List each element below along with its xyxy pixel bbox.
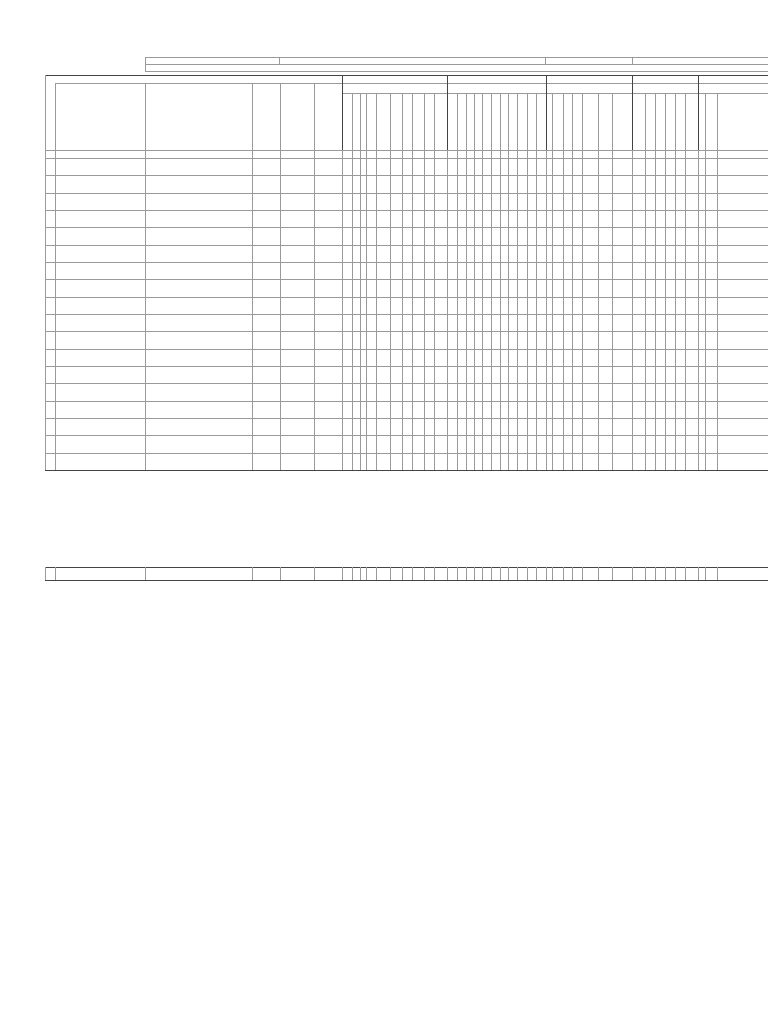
summary-column-line-22 — [500, 567, 501, 580]
summary-column-line-40 — [698, 567, 699, 580]
table-row-line-12 — [45, 366, 768, 367]
column-line-20 — [482, 93, 483, 470]
title-box-mid — [145, 64, 768, 65]
summary-column-line-3 — [252, 567, 253, 580]
summary-column-line-41 — [705, 567, 706, 580]
table-row-line-2 — [45, 193, 768, 194]
table-row-line-11 — [45, 349, 768, 350]
title-box-bottom — [145, 71, 768, 72]
group-divider-2 — [546, 75, 547, 150]
summary-column-line-32 — [598, 567, 599, 580]
header-rule-1 — [55, 83, 768, 84]
summary-column-line-7 — [352, 567, 353, 580]
column-line-29 — [563, 93, 564, 470]
table-row-line-10 — [45, 331, 768, 332]
summary-column-line-31 — [582, 567, 583, 580]
table-row-line-1 — [45, 175, 768, 176]
summary-column-line-2 — [145, 567, 146, 580]
column-line-17 — [457, 93, 458, 470]
table-row-line-4 — [45, 227, 768, 228]
summary-column-line-33 — [612, 567, 613, 580]
column-line-30 — [572, 93, 573, 470]
group-divider-1 — [447, 75, 448, 150]
table-frame-top — [45, 75, 768, 76]
column-line-42 — [717, 93, 718, 470]
column-line-3 — [252, 83, 253, 470]
table-row-line-8 — [45, 297, 768, 298]
column-line-10 — [376, 93, 377, 470]
column-line-41 — [705, 93, 706, 470]
summary-column-line-12 — [402, 567, 403, 580]
table-row-line-14 — [45, 401, 768, 402]
column-line-0 — [45, 75, 46, 470]
column-line-25 — [527, 93, 528, 470]
column-line-14 — [424, 93, 425, 470]
summary-column-line-9 — [366, 567, 367, 580]
summary-column-line-6 — [342, 567, 343, 580]
group-divider-3 — [632, 75, 633, 150]
group-divider-0 — [342, 75, 343, 150]
column-line-5 — [314, 83, 315, 470]
summary-column-line-21 — [491, 567, 492, 580]
column-line-37 — [665, 93, 666, 470]
summary-column-line-39 — [685, 567, 686, 580]
column-line-32 — [598, 93, 599, 470]
column-line-21 — [491, 93, 492, 470]
table-row-line-17 — [45, 453, 768, 454]
table-row-line-9 — [45, 314, 768, 315]
title-box-div3 — [632, 57, 633, 64]
column-line-28 — [552, 93, 553, 470]
column-line-18 — [466, 93, 467, 470]
summary-column-line-26 — [536, 567, 537, 580]
summary-column-line-16 — [447, 567, 448, 580]
column-line-26 — [536, 93, 537, 470]
summary-column-line-38 — [675, 567, 676, 580]
summary-column-line-8 — [360, 567, 361, 580]
column-line-39 — [685, 93, 686, 470]
table-row-line-7 — [45, 279, 768, 280]
summary-column-line-19 — [474, 567, 475, 580]
summary-column-line-28 — [552, 567, 553, 580]
summary-column-line-10 — [376, 567, 377, 580]
summary-frame-top — [45, 567, 768, 568]
summary-column-line-17 — [457, 567, 458, 580]
table-row-line-5 — [45, 245, 768, 246]
summary-column-line-1 — [55, 567, 56, 580]
summary-column-line-29 — [563, 567, 564, 580]
summary-column-line-11 — [390, 567, 391, 580]
header-rule-3 — [45, 150, 768, 151]
table-row-line-6 — [45, 262, 768, 263]
summary-column-line-37 — [665, 567, 666, 580]
summary-column-line-14 — [424, 567, 425, 580]
column-line-12 — [402, 93, 403, 470]
column-line-22 — [500, 93, 501, 470]
title-box-div1 — [279, 57, 280, 64]
table-row-line-3 — [45, 210, 768, 211]
column-line-33 — [612, 93, 613, 470]
column-line-19 — [474, 93, 475, 470]
column-line-7 — [352, 93, 353, 470]
table-row-line-15 — [45, 418, 768, 419]
column-line-38 — [675, 93, 676, 470]
column-line-31 — [582, 93, 583, 470]
column-line-35 — [645, 93, 646, 470]
column-line-13 — [412, 93, 413, 470]
summary-column-line-18 — [466, 567, 467, 580]
table-row-line-13 — [45, 383, 768, 384]
summary-column-line-27 — [546, 567, 547, 580]
summary-column-line-5 — [314, 567, 315, 580]
column-line-2 — [145, 83, 146, 470]
summary-column-line-20 — [482, 567, 483, 580]
column-line-4 — [280, 83, 281, 470]
summary-column-line-36 — [655, 567, 656, 580]
summary-column-line-13 — [412, 567, 413, 580]
title-box-top — [145, 57, 768, 58]
title-box-left — [145, 57, 146, 71]
header-rule-4 — [45, 158, 768, 159]
table-frame-bottom — [45, 470, 768, 471]
summary-column-line-25 — [527, 567, 528, 580]
column-line-15 — [434, 93, 435, 470]
summary-column-line-15 — [434, 567, 435, 580]
column-line-8 — [360, 93, 361, 470]
column-line-1 — [55, 83, 56, 470]
group-divider-4 — [698, 75, 699, 150]
column-line-11 — [390, 93, 391, 470]
title-box-div2 — [545, 57, 546, 64]
summary-column-line-30 — [572, 567, 573, 580]
column-line-23 — [508, 93, 509, 470]
column-line-36 — [655, 93, 656, 470]
summary-column-line-23 — [508, 567, 509, 580]
summary-column-line-35 — [645, 567, 646, 580]
summary-frame-bottom — [45, 580, 768, 581]
table-row-line-16 — [45, 435, 768, 436]
summary-column-line-0 — [45, 567, 46, 580]
summary-column-line-42 — [717, 567, 718, 580]
summary-column-line-34 — [632, 567, 633, 580]
column-line-9 — [366, 93, 367, 470]
summary-column-line-4 — [280, 567, 281, 580]
column-line-24 — [517, 93, 518, 470]
summary-column-line-24 — [517, 567, 518, 580]
